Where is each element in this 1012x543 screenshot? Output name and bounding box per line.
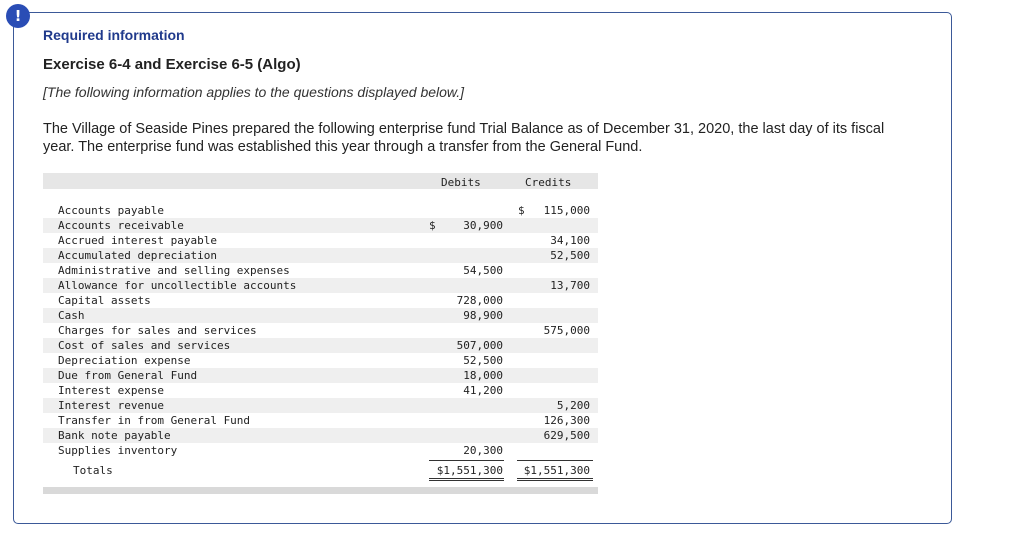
table-row xyxy=(43,428,598,443)
debit-total-double-line xyxy=(429,478,504,479)
totals-row xyxy=(43,463,598,478)
info-note: [The following information applies to the questions displayed below.] xyxy=(43,84,465,100)
account-name: Depreciation expense xyxy=(58,354,191,367)
credit-amount: 5,200 xyxy=(556,399,590,412)
account-name: Bank note payable xyxy=(58,429,171,442)
problem-description: The Village of Seaside Pines prepared the following enterprise fund Trial Balance as of December 31, 2020, the last day of its fiscal year. The enterprise fund was established this year through a transfer from the General Fund. xyxy=(43,121,885,155)
required-information-heading: Required information xyxy=(43,27,185,43)
credit-amount: 629,500 xyxy=(543,429,590,442)
debit-amount: 54,500 xyxy=(463,264,503,277)
account-name: Allowance for uncollectible accounts xyxy=(58,279,297,292)
table-row xyxy=(43,398,598,413)
account-name: Accounts payable xyxy=(58,204,164,217)
trial-balance-table xyxy=(43,173,598,481)
credit-total-double-line xyxy=(517,478,593,479)
account-name: Interest revenue xyxy=(58,399,164,412)
debit-amount: 18,000 xyxy=(463,369,503,382)
account-name: Capital assets xyxy=(58,294,151,307)
account-name: Cash xyxy=(58,309,85,322)
table-row xyxy=(43,248,598,263)
account-name: Interest expense xyxy=(58,384,164,397)
table-row xyxy=(43,338,598,353)
debit-amount: 20,300 xyxy=(463,444,503,457)
debit-amount: 98,900 xyxy=(463,309,503,322)
table-footer-bar xyxy=(43,487,598,494)
credit-amount: 575,000 xyxy=(543,324,590,337)
total-debit: $1,551,300 xyxy=(436,464,503,477)
table-row xyxy=(43,308,598,323)
credit-dollar-sign: $ xyxy=(518,204,525,217)
debit-amount: 507,000 xyxy=(456,339,503,352)
table-row xyxy=(43,383,598,398)
table-row xyxy=(43,413,598,428)
credit-amount: 34,100 xyxy=(550,234,590,247)
table-row xyxy=(43,278,598,293)
table-row xyxy=(43,263,598,278)
table-row xyxy=(43,443,598,458)
table-row xyxy=(43,233,598,248)
account-name: Accounts receivable xyxy=(58,219,184,232)
table-row xyxy=(43,203,598,218)
credit-amount: 115,000 xyxy=(543,204,590,217)
account-name: Administrative and selling expenses xyxy=(58,264,290,277)
account-name: Accumulated depreciation xyxy=(58,249,217,262)
credit-subtotal-line xyxy=(517,460,593,461)
total-credit: $1,551,300 xyxy=(523,464,590,477)
credit-amount: 52,500 xyxy=(550,249,590,262)
credit-amount: 126,300 xyxy=(543,414,590,427)
debit-total-double-line xyxy=(429,480,504,481)
account-name: Charges for sales and services xyxy=(58,324,257,337)
account-name: Transfer in from General Fund xyxy=(58,414,251,427)
totals-label: Totals xyxy=(73,464,113,477)
account-name: Cost of sales and services xyxy=(58,339,231,352)
table-row xyxy=(43,323,598,338)
account-name: Due from General Fund xyxy=(58,369,198,382)
credit-total-double-line xyxy=(517,480,593,481)
table-header xyxy=(43,173,598,189)
debit-dollar-sign: $ xyxy=(429,219,436,232)
debit-amount: 52,500 xyxy=(463,354,503,367)
account-name: Supplies inventory xyxy=(58,444,178,457)
table-row xyxy=(43,293,598,308)
account-name: Accrued interest payable xyxy=(58,234,217,247)
credit-amount: 13,700 xyxy=(550,279,590,292)
debit-amount: 41,200 xyxy=(463,384,503,397)
table-row xyxy=(43,368,598,383)
table-row xyxy=(43,218,598,233)
alert-icon: ! xyxy=(6,4,30,28)
debit-amount: 728,000 xyxy=(456,294,503,307)
table-row xyxy=(43,353,598,368)
debit-amount: 30,900 xyxy=(463,219,503,232)
exercise-title: Exercise 6-4 and Exercise 6-5 (Algo) xyxy=(43,56,301,73)
debit-subtotal-line xyxy=(429,460,504,461)
debits-header: Debits xyxy=(441,176,481,189)
credits-header: Credits xyxy=(525,176,572,189)
